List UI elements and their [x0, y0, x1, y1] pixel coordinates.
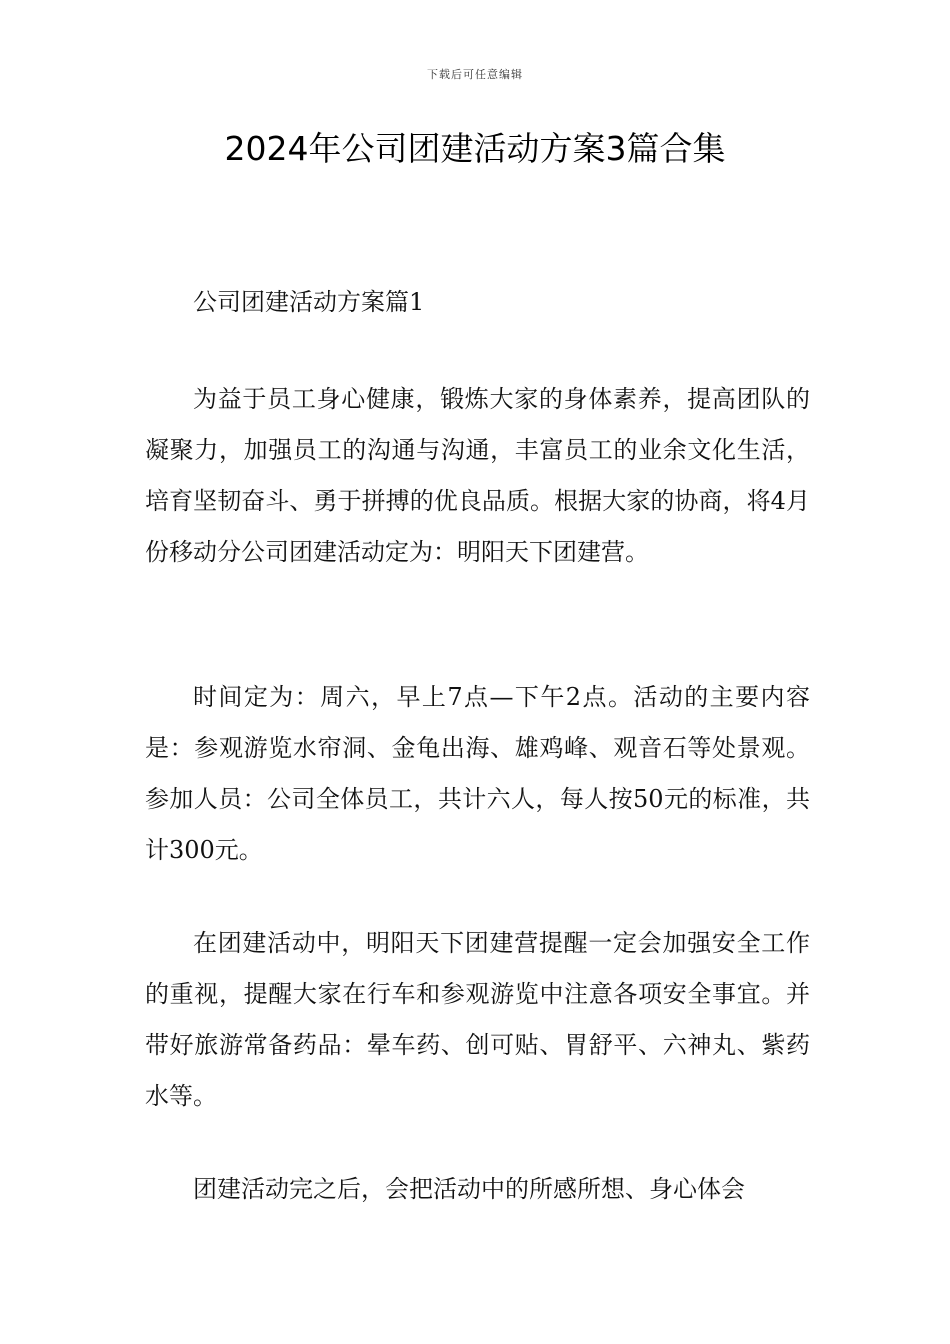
- section-heading: 公司团建活动方案篇1: [193, 288, 425, 316]
- header-note: 下载后可任意编辑: [427, 68, 523, 81]
- paragraph-summary: 团建活动完之后，会把活动中的所感所想、身心体会: [193, 1175, 745, 1203]
- document-title: 2024年公司团建活动方案3篇合集: [224, 129, 726, 168]
- paragraph-schedule: 时间定为：周六，早上7点—下午2点。活动的主要内容是：参观游览水帘洞、金龟出海、雄鸡峰、观音石等处景观。参加人员：公司全体员工，共计六人，每人按50元的标准，共计300元。: [145, 683, 810, 864]
- paragraph-safety: 在团建活动中，明阳天下团建营提醒一定会加强安全工作的重视，提醒大家在行车和参观游览中注意各项安全事宜。并带好旅游常备药品：晕车药、创可贴、胃舒平、六神丸、紫药水等。: [145, 929, 810, 1110]
- paragraph-purpose: 为益于员工身心健康，锻炼大家的身体素养，提高团队的凝聚力，加强员工的沟通与沟通，丰富员工的业余文化生活，培育坚韧奋斗、勇于拼搏的优良品质。根据大家的协商，将4月份移动分公司团建活动定为：明阳天下团建营。: [145, 385, 810, 566]
